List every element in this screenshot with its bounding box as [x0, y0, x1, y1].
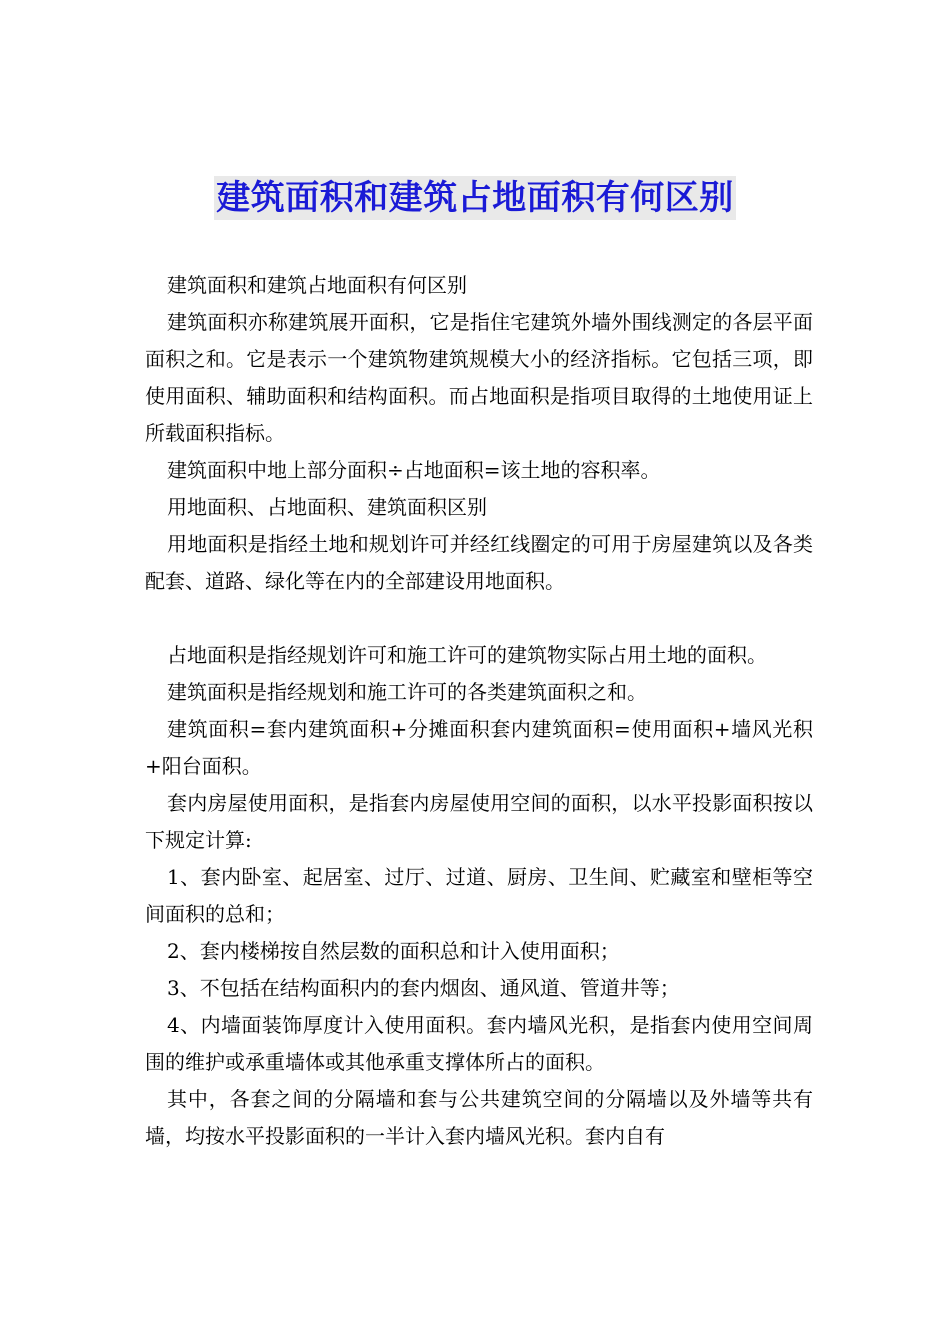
paragraph: 套内房屋使用面积，是指套内房屋使用空间的面积，以水平投影面积按以下规定计算:: [145, 791, 813, 852]
paragraph: 3、不包括在结构面积内的套内烟囱、通风道、管道井等；: [167, 976, 680, 1000]
paragraph: 建筑面积亦称建筑展开面积，它是指住宅建筑外墙外围线测定的各层平面面积之和。它是表示一个建筑物建筑规模大小的经济指标。它包括三项，即使用面积、辅助面积和结构面积。而占地面积是指项目取得的土地使用证上所载面积指标。: [145, 310, 813, 445]
paragraph: 2、套内楼梯按自然层数的面积总和计入使用面积；: [167, 939, 620, 963]
title-wrap: [0, 176, 950, 220]
paragraph: 建筑面积和建筑占地面积有何区别: [167, 273, 467, 297]
paragraph: 用地面积是指经土地和规划许可并经红线圈定的可用于房屋建筑以及各类配套、道路、绿化等在内的全部建设用地面积。: [145, 532, 813, 593]
document-title: 建筑面积和建筑占地面积有何区别: [216, 178, 734, 218]
paragraph: 1、套内卧室、起居室、过厅、过道、厨房、卫生间、贮藏室和壁柜等空间面积的总和；: [145, 865, 813, 926]
blank-line: [145, 600, 813, 637]
paragraph: 建筑面积中地上部分面积÷占地面积=该土地的容积率。: [167, 458, 661, 482]
paragraph: 建筑面积是指经规划和施工许可的各类建筑面积之和。: [167, 680, 647, 704]
paragraph: 占地面积是指经规划许可和施工许可的建筑物实际占用土地的面积。: [167, 643, 767, 667]
paragraph: 4、内墙面装饰厚度计入使用面积。套内墙风光积，是指套内使用空间周围的维护或承重墙体或其他承重支撑体所占的面积。: [145, 1013, 813, 1074]
paragraph: 其中，各套之间的分隔墙和套与公共建筑空间的分隔墙以及外墙等共有墙，均按水平投影面积的一半计入套内墙风光积。套内自有: [145, 1087, 813, 1148]
document-body: [145, 267, 813, 1155]
paragraph: 建筑面积=套内建筑面积+分摊面积套内建筑面积=使用面积+墙风光积+阳台面积。: [145, 717, 813, 778]
paragraph: 用地面积、占地面积、建筑面积区别: [167, 495, 487, 519]
